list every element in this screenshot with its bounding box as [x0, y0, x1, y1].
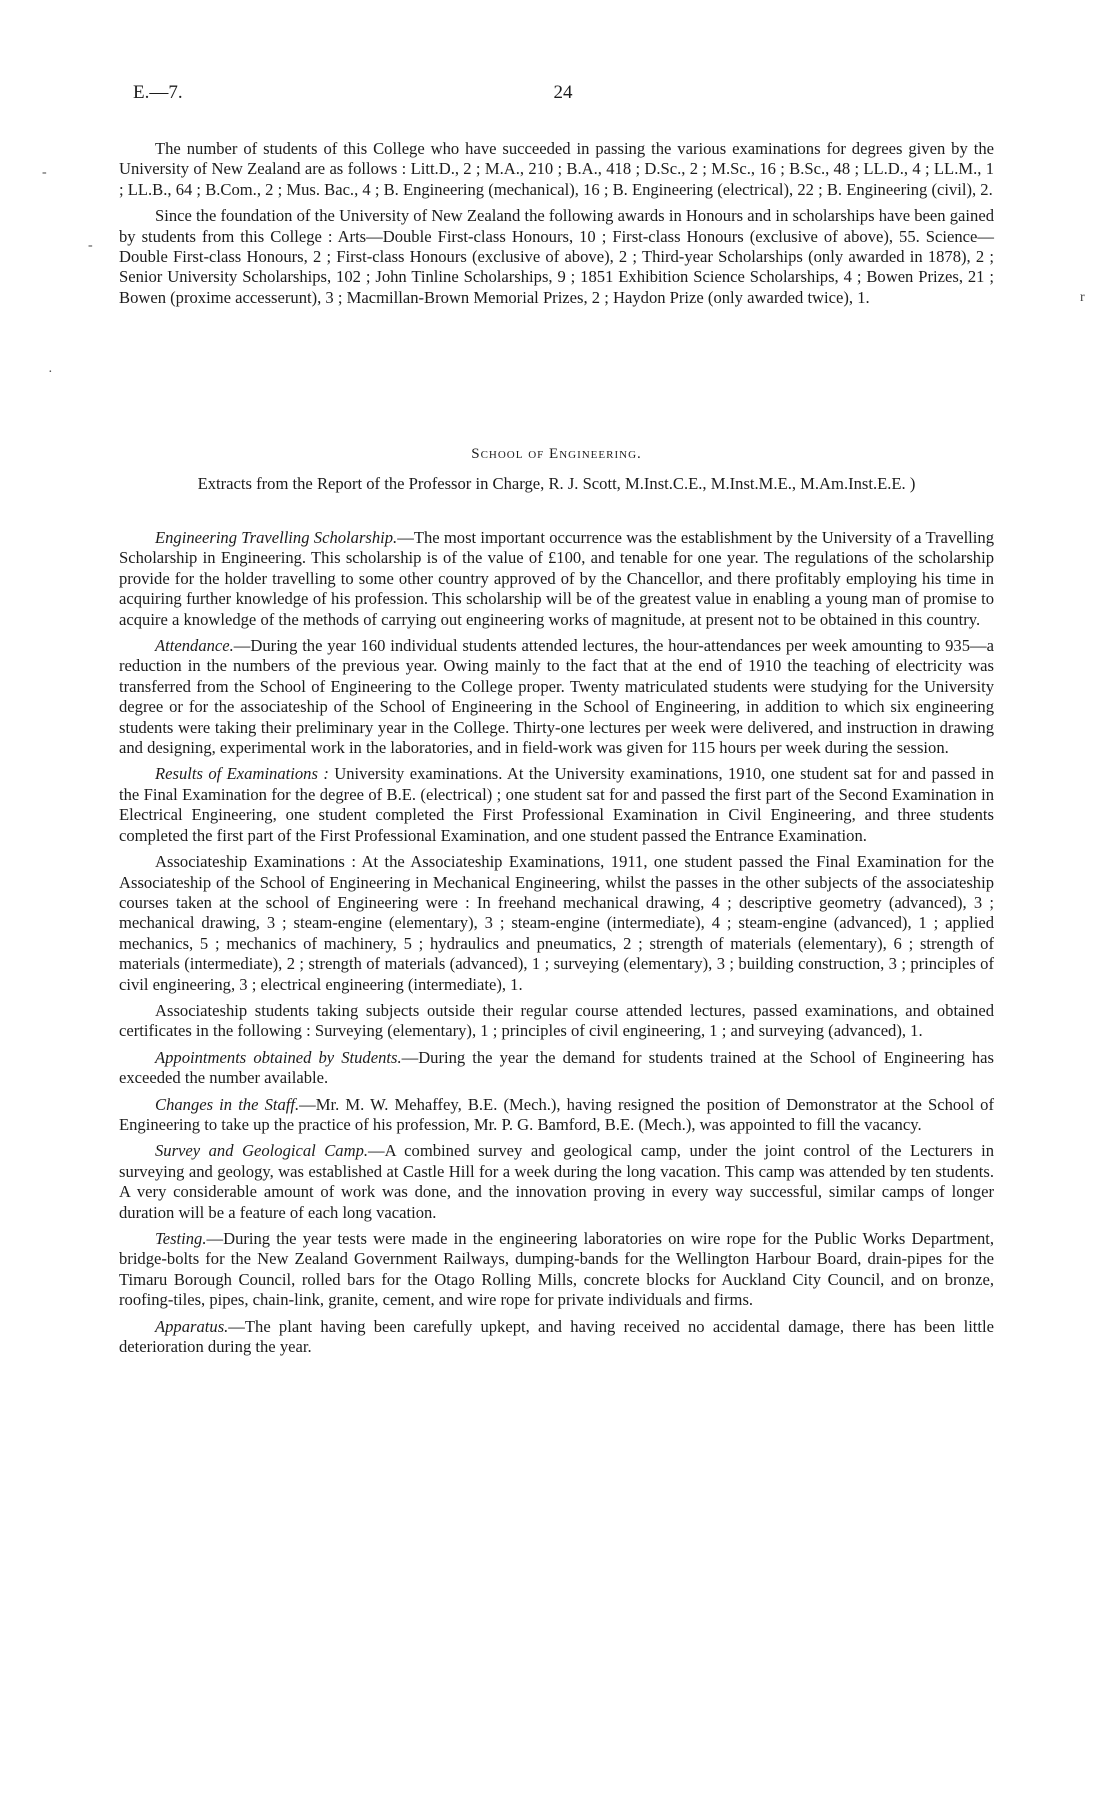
- paragraph-text: —A combined survey and geological camp, under the joint control of the Lecturers in surveying and geology, was established at Castle Hill for a week during the long vacation. This camp was attended by ten students. A very considerable amount of work was done, and the innovation proving in every way successful, similar camps of longer duration will be a feature of each long vacation.: [119, 1141, 994, 1222]
- paragraph: [119, 636, 994, 758]
- paragraph-lead: Results of Examinations :: [155, 764, 329, 784]
- paragraph-text: —The plant having been carefully upkept, and having received no accidental damage, there has been little deterioration during the year.: [119, 1316, 994, 1357]
- report-body: [119, 528, 994, 1363]
- paragraph: [119, 139, 994, 200]
- paragraph-lead: Changes in the Staff.: [155, 1094, 300, 1114]
- paragraph-text: Associateship students taking subjects outside their regular course attended lectures, passed examinations, and obtained certificates in the following : Surveying (elementary), 1 ; principles of civil engineering, 1 ; and surveying (advanced), 1.: [119, 1000, 994, 1041]
- page-code: E.—7.: [133, 82, 183, 103]
- paragraph-lead: Apparatus.: [155, 1316, 229, 1336]
- margin-mark: ·: [48, 365, 53, 380]
- paragraph-text: —During the year the demand for students trained at the School of Engineering has exceeded the number available.: [119, 1047, 994, 1088]
- paragraph-lead: Attendance.: [155, 636, 234, 656]
- paragraph: [119, 528, 994, 630]
- margin-mark: -: [88, 238, 93, 253]
- paragraph: [119, 1048, 994, 1089]
- paragraph-text: —The most important occurrence was the establishment by the University of a Travelling Scholarship in Engineering. This scholarship is of the value of £100, and tenable for one year. The regulations of the scholarship provide for the holder travelling to some other country approved of by the Chancellor, and there profitably employing his time in acquiring further knowledge of his profession. This scholarship will be of the greatest value in enabling a young man of promise to acquire a knowledge of the methods of carrying out engineering works of magnitude, at present not to be obtained in this country.: [119, 528, 994, 629]
- paragraph: [119, 852, 994, 995]
- intro-section: [119, 139, 994, 314]
- paragraph-text: The number of students of this College who have succeeded in passing the various examinations for degrees given by the University of New Zealand are as follows : Litt.D., 2 ; M.A., 210 ; B.A., 418 ; D.Sc., 2 ; M.Sc., 16 ; B.Sc., 48 ; LL.D., 4 ; LL.M., 1 ; LL.B., 64 ; B.Com., 2 ; Mus. Bac., 4 ; B. Engineering (mechanical), 16 ; B. Engineering (electrical), 22 ; B. Engineering (civil), 2.: [119, 139, 994, 199]
- paragraph-text: Since the foundation of the University of New Zealand the following awards in Honours and in scholarships have been gained by students from this College : Arts—Double First-class Honours, 10 ; First-class Honours (exclusive of above), 55. Science—Double First-class Honours, 2 ; First-class Honours (exclusive of above), 2 ; Third-year Scholarships (only awarded in 1878), 2 ; Senior University Scholarships, 102 ; John Tinline Scholarships, 9 ; 1851 Exhibition Science Scholarships, 4 ; Bowen Prizes, 21 ; Bowen (proxime accesserunt), 3 ; Macmillan-Brown Memorial Prizes, 2 ; Haydon Prize (only awarded twice), 1.: [119, 206, 994, 307]
- paragraph: [119, 206, 994, 308]
- paragraph: [119, 764, 994, 846]
- section-subtitle: Extracts from the Report of the Professor in Charge, R. J. Scott, M.Inst.C.E., M.Inst.M.E., M.Am.Inst.E.E. ): [197, 474, 916, 493]
- page-number: 24: [553, 82, 573, 103]
- paragraph: [119, 1095, 994, 1136]
- paragraph: [119, 1141, 994, 1223]
- page-header: [133, 82, 993, 112]
- paragraph-lead: Survey and Geological Camp.: [155, 1141, 369, 1161]
- paragraph-lead: Engineering Travelling Scholarship.: [155, 528, 398, 547]
- paragraph-text: —During the year 160 individual students attended lectures, the hour-attendances per week amounting to 935—a reduction in the numbers of the previous year. Owing mainly to the fact that at the end of 1910 the teaching of electricity was transferred from the School of Engineering to the College proper. Twenty matriculated students were studying for the University degree or for the associateship of the School of Engineering in the School of Engineering, in addition to which six engineering students were taking their preliminary year in the College. Thirty-one lectures per week were delivered, and instruction in drawing and designing, experimental work in the laboratories, and in field-work was given for 115 hours per week during the session.: [119, 636, 994, 758]
- paragraph-text: Associateship Examinations : At the Associateship Examinations, 1911, one student passed the Final Examination for the Associateship of the School of Engineering in Mechanical Engineering, whilst the passes in the other subjects of the associateship courses taken at the school of Engineering were : In freehand mechanical drawing, 4 ; descriptive geometry (advanced), 3 ; mechanical drawing, 3 ; steam-engine (elementary), 3 ; steam-engine (intermediate), 4 ; steam-engine (advanced), 1 ; applied mechanics, 5 ; mechanics of machinery, 5 ; hydraulics and pneumatics, 2 ; strength of materials (elementary), 6 ; strength of materials (intermediate), 2 ; strength of materials (advanced), 1 ; surveying (elementary), 3 ; building construction, 3 ; principles of civil engineering, 3 ; electrical engineering (intermediate), 1.: [119, 852, 994, 994]
- section-title: School of Engineering.: [471, 446, 642, 462]
- paragraph-text: —During the year tests were made in the engineering laboratories on wire rope for the Public Works Department, bridge-bolts for the New Zealand Government Railways, dumping-bands for the Wellington Harbour Board, drain-pipes for the Timaru Borough Council, rolled bars for the Otago Rolling Mills, concrete blocks for Auckland City Council, and on bronze, roofing-tiles, pipes, chain-link, granite, cement, and wire rope for private individuals and firms.: [119, 1229, 994, 1310]
- paragraph: [119, 1001, 994, 1042]
- paragraph-text: —Mr. M. W. Mehaffey, B.E. (Mech.), having resigned the position of Demonstrator at the School of Engineering to take up the practice of his profession, Mr. P. G. Bamford, B.E. (Mech.), was appointed to fill the vacancy.: [119, 1094, 994, 1134]
- margin-mark: -: [42, 165, 47, 180]
- paragraph-lead: Testing.: [155, 1229, 207, 1248]
- paragraph: [119, 1317, 994, 1358]
- paragraph-text: University examinations. At the University examinations, 1910, one student sat for and passed in the Final Examination for the degree of B.E. (electrical) ; one student sat for and passed the first part of the Second Examination in Electrical Engineering, one student completed the First Professional Examination in Civil Engineering, and three students completed the first part of the First Professional Examination, and one student passed the Entrance Examination.: [119, 764, 994, 845]
- margin-mark: r: [1080, 290, 1085, 305]
- paragraph: [119, 1229, 994, 1311]
- paragraph-lead: Appointments obtained by Students.: [155, 1047, 402, 1067]
